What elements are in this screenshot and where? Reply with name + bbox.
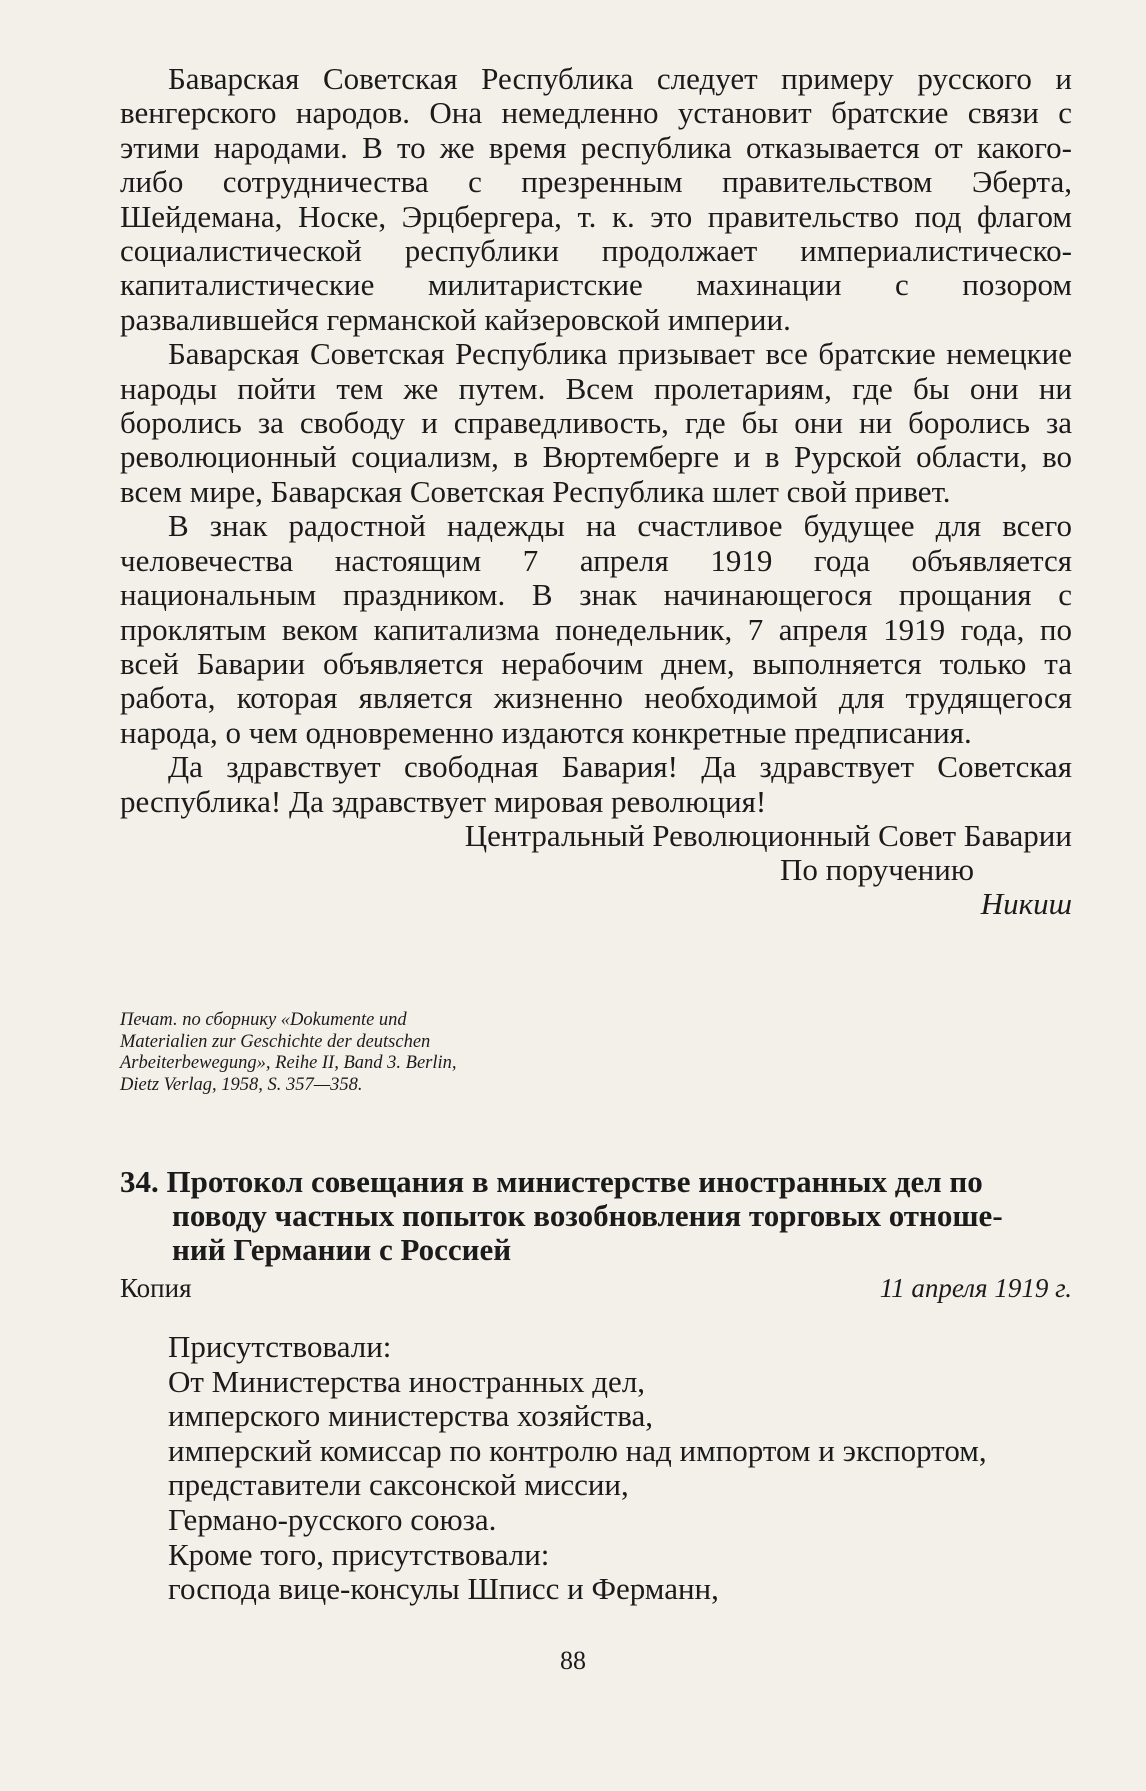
present-label: Присутствовали:	[168, 1329, 392, 1364]
document-date: 11 апреля 1919 г.	[879, 1273, 1072, 1303]
signature-name: Никиш	[980, 885, 1072, 921]
paragraph: Баварская Советская Республика следует примеру русского и венгерского народов. Она немедленно установит братские связи с этими народами. В то же время республика отказывается от какого-либо сотрудничества с презренным правительством Эберта, Шейдемана, Носке, Эрцбергера, т. к. это правительство под флагом социалистической республики продолжает империалистическо-капиталистические милитаристские махинации с позором развалившейся германской кайзеровской империи.	[120, 61, 1072, 337]
paragraph: В знак радостной надежды на счастливое будущее для всего человечества настоящим 7 апреля 1919 года объявляется национальным праздником. В знак начинающегося прощания с проклятым веком капитализма понедельник, 7 апреля 1919 года, по всей Баварии объявляется нерабочим днем, выполняется только та работа, которая является жизненно необходимой для трудящегося народа, о чем одновременно издаются конкретные предписания.	[120, 508, 1072, 750]
document-title-line: поводу частных попыток возобновления торговых отноше-	[172, 1198, 1003, 1233]
attendee: От Министерства иностранных дел,	[168, 1363, 646, 1399]
copy-label: Копия	[120, 1273, 192, 1303]
document-title-line: Протокол совещания в министерстве иностранных дел по	[166, 1164, 983, 1199]
also-present-label: Кроме того, присутствовали:	[168, 1536, 550, 1572]
document-number: 34.	[120, 1164, 159, 1199]
attendee: представители саксонской миссии,	[168, 1467, 629, 1503]
main-text	[120, 62, 1072, 921]
paragraph: Баварская Советская Республика призывает все братские немецкие народы пойти тем же путем. Всем пролетариям, где бы они ни боролись за свободу и справедливость, где бы они ни боролись за революционный социализм, в Вюртемберге и в Рурской области, во всем мире, Баварская Советская Республика шлет свой привет.	[120, 336, 1072, 509]
attendance-section	[120, 1330, 1072, 1607]
source-note: Печат. по сборнику «Dokumente und Materialien zur Geschichte der deutschen Arbeiterbewegung», Reihe II, Band 3. Berlin, Dietz Verlag, 1958, S. 357—358.	[120, 1010, 457, 1095]
attendee: имперского министерства хозяйства,	[168, 1398, 653, 1434]
attendee: Германо-русского союза.	[168, 1501, 497, 1537]
document-title-line: ний Германии с Россией	[172, 1232, 512, 1267]
copy-date-row	[120, 1272, 1072, 1304]
document-heading	[120, 1165, 1072, 1267]
attendee: имперский комиссар по контролю над импортом и экспортом,	[168, 1432, 987, 1468]
signature-authority: По поручению	[779, 851, 974, 887]
page-number: 88	[560, 1646, 586, 1675]
paragraph: Да здравствует свободная Бавария! Да здравствует Советская республика! Да здравствует мировая революция!	[120, 749, 1072, 819]
signature-organization: Центральный Революционный Совет Баварии	[464, 817, 1072, 853]
also-present: господа вице-консулы Шписс и Ферманн,	[168, 1571, 719, 1607]
